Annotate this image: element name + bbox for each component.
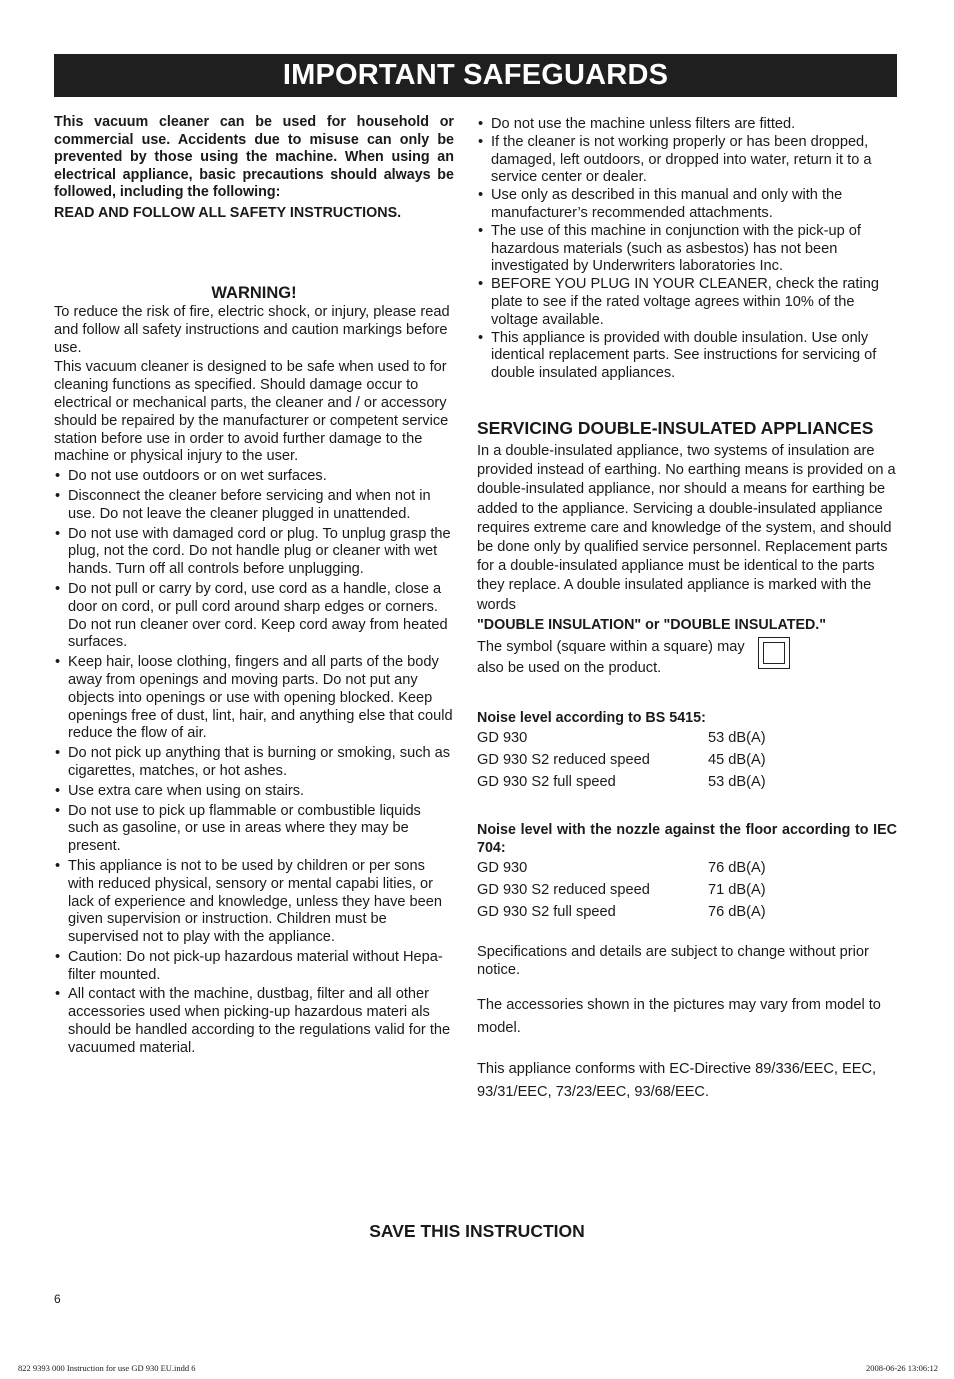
servicing-heading: SERVICING DOUBLE-INSULATED APPLIANCES [477, 417, 874, 438]
model-cell: GD 930 [477, 729, 528, 746]
value-cell: 76 dB(A) [708, 903, 766, 920]
symbol-description: The symbol (square within a square) may also be used on the product. [477, 638, 745, 676]
safety-bullet-list [477, 116, 897, 383]
value-cell: 53 dB(A) [708, 729, 766, 746]
right-column [477, 116, 897, 1104]
table-row [477, 901, 766, 923]
servicing-paragraph: In a double-insulated appliance, two systems of insulation are provided instead of earthing. No earthing means is provided on a double-insulated appliance, nor should a means for earthing be added to the appliance. Servicing a double-insulated appliance requires extreme care and knowledge of the system, and should be done only by qualified service personnel. Replacement parts for a double-insulated appliance must be identical to the parts they replace. A double insulated appliance is marked with the words [477, 442, 896, 613]
intro-read-instructions: READ AND FOLLOW ALL SAFETY INSTRUCTIONS. [54, 204, 402, 221]
warning-heading: WARNING! [211, 284, 297, 302]
value-cell: 76 dB(A) [708, 859, 766, 876]
left-column [54, 114, 454, 1060]
model-cell: GD 930 S2 reduced speed [477, 881, 650, 898]
warning-bullet: • Do not pick up anything that is burning or smoking, such as cigarettes, matches, or hot ashes. [54, 745, 454, 781]
model-cell: GD 930 S2 full speed [477, 903, 616, 920]
safety-bullet: • Do not use the machine unless filters are fitted. [477, 116, 897, 134]
warning-bullet: • Do not use to pick up flammable or combustible liquids such as gasoline, or use in areas where they may be present. [54, 803, 454, 856]
page-number: 6 [54, 1292, 61, 1306]
inner-square [763, 642, 785, 664]
safety-bullet: • This appliance is provided with double insulation. Use only identical replacement parts. See instructions for servicing of double insulated appliances. [477, 330, 897, 383]
warning-bullet-list [54, 468, 454, 1058]
warning-bullet: • Disconnect the cleaner before servicing and when not in use. Do not leave the cleaner plugged in unattended. [54, 488, 454, 524]
model-cell: GD 930 S2 reduced speed [477, 751, 650, 768]
safety-bullet: • BEFORE YOU PLUG IN YOUR CLEANER, check the rating plate to see if the rated voltage agrees within 10% of the voltage available. [477, 276, 897, 329]
page-title: IMPORTANT SAFEGUARDS [54, 54, 897, 97]
accessories-note: The accessories shown in the pictures may vary from model to model. [477, 996, 881, 1036]
safety-bullet: • If the cleaner is not working properly or has been dropped, damaged, left outdoors, or dropped into water, return it to a service center or dealer. [477, 134, 897, 187]
directive-note: This appliance conforms with EC-Directive 89/336/EEC, EEC, 93/31/EEC, 73/23/EEC, 93/68/EEC. [477, 1060, 877, 1100]
noise-iec-table [477, 857, 766, 923]
value-cell: 53 dB(A) [708, 773, 766, 790]
warning-paragraph-1: To reduce the risk of fire, electric shock, or injury, please read and follow all safety instructions and caution markings before use. [54, 304, 450, 356]
warning-bullet: • All contact with the machine, dustbag, filter and all other accessories used when picking-up hazardous materi als should be handled according to the regulations valid for the vacuumed material. [54, 986, 454, 1057]
safety-bullet: • Use only as described in this manual and only with the manufacturer’s recommended attachments. [477, 187, 897, 223]
save-instruction-heading: SAVE THIS INSTRUCTION [369, 1221, 585, 1241]
table-row [477, 879, 766, 901]
footer-timestamp: 2008-06-26 13:06:12 [865, 1363, 938, 1373]
safety-bullet: • The use of this machine in conjunction with the pick-up of hazardous materials (such as asbestos) has not been investigated by Underwriters laboratories Inc. [477, 223, 897, 276]
double-insulation-marking: "DOUBLE INSULATION" or "DOUBLE INSULATED." [477, 616, 827, 633]
noise-bs-table [477, 727, 766, 793]
warning-bullet: • Do not use outdoors or on wet surfaces. [54, 468, 454, 486]
warning-bullet: • Do not pull or carry by cord, use cord as a handle, close a door on cord, or pull cord around sharp edges or corners. Do not run cleaner over cord. Keep cord away from heated surfaces. [54, 581, 454, 652]
model-cell: GD 930 S2 full speed [477, 773, 616, 790]
noise-iec-heading: Noise level with the nozzle against the floor according to IEC 704: [477, 821, 897, 856]
table-row [477, 727, 766, 749]
double-square-icon [758, 637, 790, 669]
warning-bullet: • This appliance is not to be used by children or per sons with reduced physical, sensory or mental capabi lities, or lack of experience and knowledge, unless they have been given supervision or instruction. Children must be supervised not to play with the appliance. [54, 858, 454, 947]
specifications-note: Specifications and details are subject to change without prior notice. [477, 943, 869, 979]
warning-bullet: • Do not use with damaged cord or plug. To unplug grasp the plug, not the cord. Do not handle plug or cleaner with wet hands. Turn off all controls before unplugging. [54, 526, 454, 579]
symbol-row [477, 637, 897, 681]
warning-bullet: • Caution: Do not pick-up hazardous material without Hepa-filter mounted. [54, 949, 454, 985]
warning-bullet: • Use extra care when using on stairs. [54, 783, 454, 801]
table-row [477, 771, 766, 793]
intro-paragraph: This vacuum cleaner can be used for household or commercial use. Accidents due to misuse can only be prevented by those using the machine. When using an electrical appliance, basic precautions should always be followed, including the following: [54, 114, 454, 200]
noise-bs-heading: Noise level according to BS 5415: [477, 709, 706, 726]
value-cell: 45 dB(A) [708, 751, 766, 768]
footer-file-name: 822 9393 000 Instruction for use GD 930 EU.indd 6 [18, 1363, 196, 1373]
table-row [477, 857, 766, 879]
model-cell: GD 930 [477, 859, 528, 876]
table-row [477, 749, 766, 771]
warning-paragraph-2: This vacuum cleaner is designed to be safe when used to for cleaning functions as specified. Should damage occur to electrical or mechanical parts, the cleaner and / or accessory should be repaired by the manufacturer or competent service station before use in order to avoid further damage to the machine or physical injury to the user. [54, 359, 449, 465]
value-cell: 71 dB(A) [708, 881, 766, 898]
warning-bullet: • Keep hair, loose clothing, fingers and all parts of the body away from openings and moving parts. Do not put any objects into openings or use with opening blocked. Keep openings free of dust, lint, hair, and anything else that could reduce the flow of air. [54, 654, 454, 743]
